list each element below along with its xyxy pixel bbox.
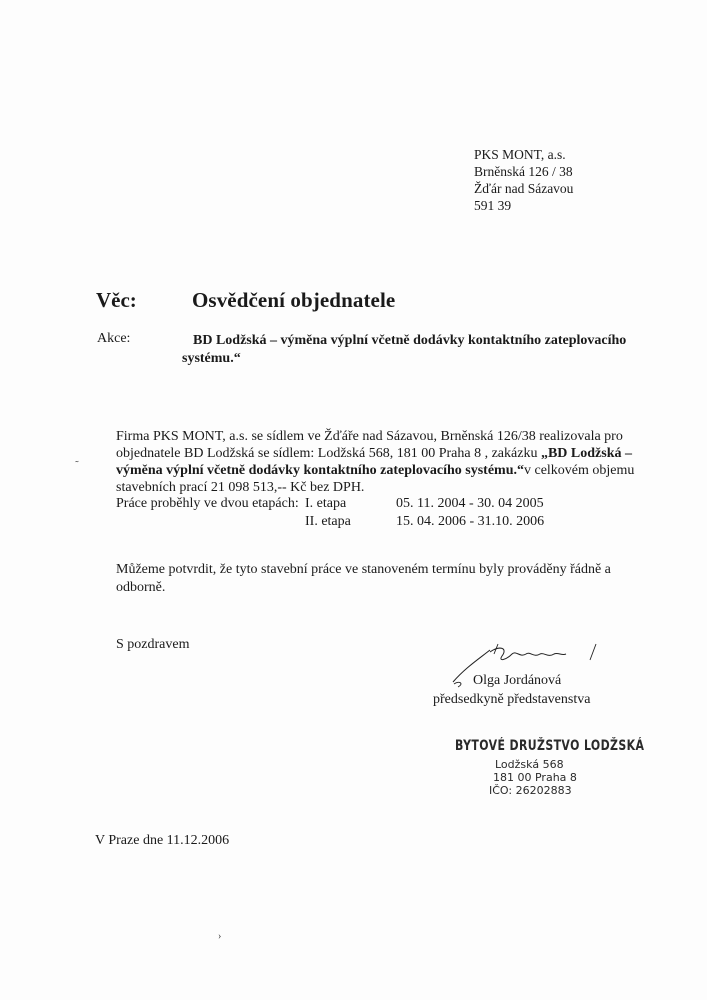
body-paragraph — [116, 428, 636, 496]
action-label: Akce: — [97, 331, 131, 346]
stage-period: 15. 04. 2006 - 31.10. 2006 — [396, 514, 545, 529]
body-line-2-bold: „BD Lodžská – — [540, 446, 632, 461]
body-line-3 — [116, 462, 636, 479]
recipient-company: PKS MONT, a.s. — [474, 147, 566, 162]
confirmation-paragraph: Můžeme potvrdit, že tyto stavební práce ve stanoveném termínu byly prováděny řádně a odborně. — [116, 562, 611, 595]
subject-title: Osvědčení objednatele — [192, 288, 396, 312]
closing-greeting: S pozdravem — [116, 637, 190, 652]
margin-mark: ˷ — [75, 451, 79, 463]
stage-period: 05. 11. 2004 - 30. 04 2005 — [396, 496, 544, 511]
body-line-2-text: objednatele BD Lodžská se sídlem: Lodžská 568, 181 00 Praha 8 , zakázku — [116, 446, 541, 461]
stamp-street: Lodžská 568 — [495, 758, 564, 771]
body-line-2 — [116, 445, 636, 462]
signatory-name: Olga Jordánová — [473, 673, 562, 688]
body-line-3-text: v celkovém objemu — [523, 463, 635, 478]
stray-mark: › — [218, 931, 222, 942]
stage-label: II. etapa — [305, 514, 351, 529]
recipient-zip: 591 39 — [474, 198, 512, 213]
stage-label: I. etapa — [305, 496, 347, 511]
signatory-role: předsedkyně představenstva — [433, 692, 591, 707]
document-date: V Praze dne 11.12.2006 — [95, 833, 230, 848]
body-line-4: stavebních prací 21 098 513,-- Kč bez DPH. — [116, 480, 365, 495]
subject-label: Věc: — [96, 288, 137, 312]
stages-intro: Práce proběhly ve dvou etapách: — [116, 496, 299, 511]
action-text: BD Lodžská – výměna výplní včetně dodávky kontaktního zateplovacího systému.“ — [182, 333, 627, 366]
recipient-city: Žďár nad Sázavou — [474, 181, 574, 196]
body-line-3-bold: výměna výplní včetně dodávky kontaktního zateplovacího systému.“ — [116, 463, 524, 478]
stamp-ico: IČO: 26202883 — [489, 784, 572, 797]
stamp-city: 181 00 Praha 8 — [493, 771, 577, 784]
recipient-street: Brněnská 126 / 38 — [474, 164, 573, 179]
stamp-name: BYTOVÉ DRUŽSTVO LODŽSKÁ — [455, 738, 645, 754]
recipient-address — [474, 146, 573, 214]
body-line-1: Firma PKS MONT, a.s. se sídlem ve Žďáře nad Sázavou, Brněnská 126/38 realizovala pro — [116, 429, 623, 444]
company-stamp — [455, 738, 645, 797]
